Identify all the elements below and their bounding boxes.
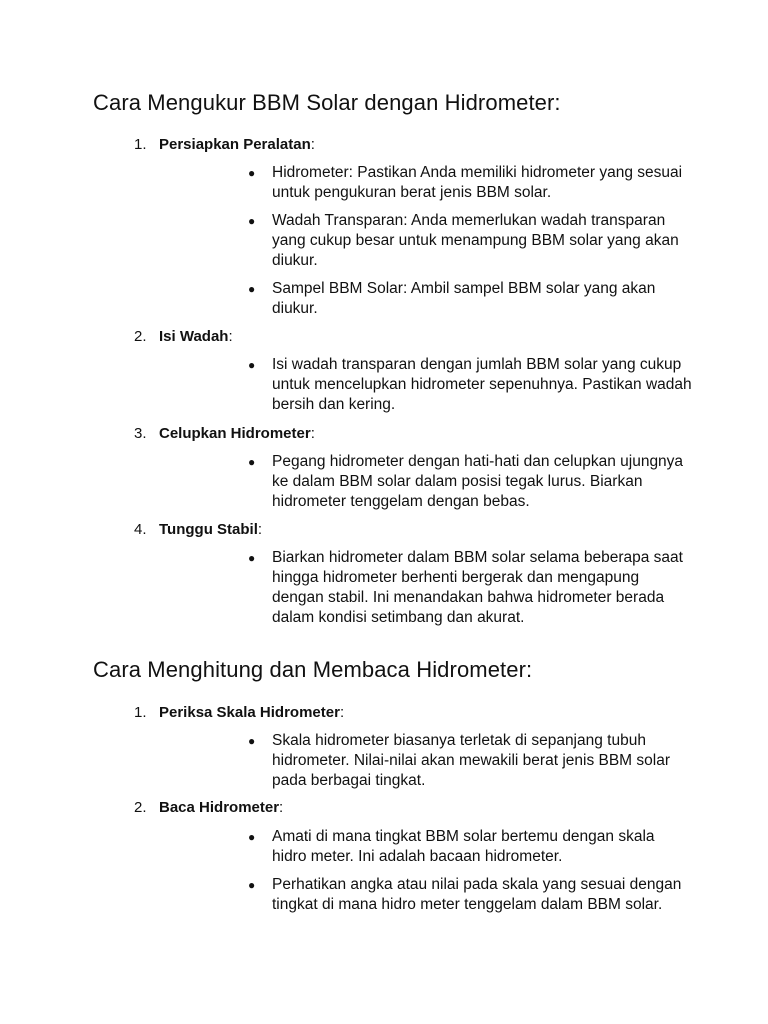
step-label: Celupkan Hidrometer <box>159 425 311 442</box>
step-colon: : <box>310 136 315 153</box>
step-colon: : <box>279 799 284 816</box>
section-title: Cara Mengukur BBM Solar dengan Hidrometer: <box>93 90 561 115</box>
bullet-text: Hidrometer: Pastikan Anda memiliki hidrometer yang sesuai untuk pengukuran berat jenis BBM solar. <box>272 164 683 201</box>
step-number: 2. <box>134 799 147 816</box>
bullet-dot-icon: ● <box>248 166 256 180</box>
bullet-item <box>248 827 692 867</box>
bullet-text: Sampel BBM Solar: Ambil sampel BBM solar yang akan diukur. <box>272 280 656 317</box>
bullet-item <box>248 875 692 915</box>
bullet-text: Pegang hidrometer dengan hati-hati dan celupkan ujungnya ke dalam BBM solar dalam posisi tegak lurus. Biarkan hidrometer tenggelam dengan bebas. <box>272 453 684 510</box>
step-colon: : <box>257 521 263 538</box>
step-heading <box>134 798 283 818</box>
step-colon: : <box>339 704 345 721</box>
bullet-text: Biarkan hidrometer dalam BBM solar selama beberapa saat hingga hidrometer berhenti bergerak dan mengapung dengan stabil. Ini menandakan bahwa hidrometer berada dalam kondisi setimbang dan akurat. <box>272 549 683 626</box>
bullet-dot-icon: ● <box>248 214 256 228</box>
step-heading <box>134 135 315 155</box>
bullet-dot-icon: ● <box>248 282 256 296</box>
bullet-dot-icon: ● <box>248 455 256 469</box>
bullet-text: Skala hidrometer biasanya terletak di sepanjang tubuh hidrometer. Nilai-nilai akan mewakili berat jenis BBM solar pada berbagai tingkat. <box>272 732 670 789</box>
step-label: Tunggu Stabil <box>159 521 258 538</box>
bullet-text: Perhatikan angka atau nilai pada skala yang sesuai dengan tingkat di mana hidro meter tenggelam dalam BBM solar. <box>272 876 682 913</box>
step-heading <box>134 327 233 347</box>
bullet-item <box>248 163 692 203</box>
step-number: 2. <box>134 328 147 345</box>
bullet-text: Isi wadah transparan dengan jumlah BBM solar yang cukup untuk mencelupkan hidrometer sepenuhnya. Pastikan wadah bersih dan kering. <box>272 356 692 413</box>
step-colon: : <box>228 328 233 345</box>
bullet-text: Amati di mana tingkat BBM solar bertemu dengan skala hidro meter. Ini adalah bacaan hidrometer. <box>272 828 655 865</box>
step-number: 3. <box>134 425 147 442</box>
bullet-dot-icon: ● <box>248 358 256 372</box>
bullet-item <box>248 452 692 512</box>
bullet-item <box>248 211 692 271</box>
step-heading <box>134 703 344 723</box>
step-label: Persiapkan Peralatan <box>159 136 311 153</box>
bullet-item <box>248 548 692 628</box>
bullet-dot-icon: ● <box>248 878 256 892</box>
step-heading <box>134 520 262 540</box>
step-heading <box>134 424 315 444</box>
bullet-item <box>248 279 692 319</box>
bullet-item <box>248 355 692 415</box>
step-label: Periksa Skala Hidrometer <box>159 704 340 721</box>
bullet-dot-icon: ● <box>248 734 256 748</box>
step-number: 1. <box>134 704 147 721</box>
step-colon: : <box>310 425 315 442</box>
bullet-item <box>248 731 692 791</box>
bullet-dot-icon: ● <box>248 830 256 844</box>
step-label: Isi Wadah <box>159 328 229 345</box>
section-title: Cara Menghitung dan Membaca Hidrometer: <box>93 657 533 682</box>
step-number: 1. <box>134 136 147 153</box>
bullet-dot-icon: ● <box>248 551 256 565</box>
step-label: Baca Hidrometer <box>159 799 280 816</box>
bullet-text: Wadah Transparan: Anda memerlukan wadah transparan yang cukup besar untuk menampung BBM solar yang akan diukur. <box>272 212 679 269</box>
step-number: 4. <box>134 521 147 538</box>
